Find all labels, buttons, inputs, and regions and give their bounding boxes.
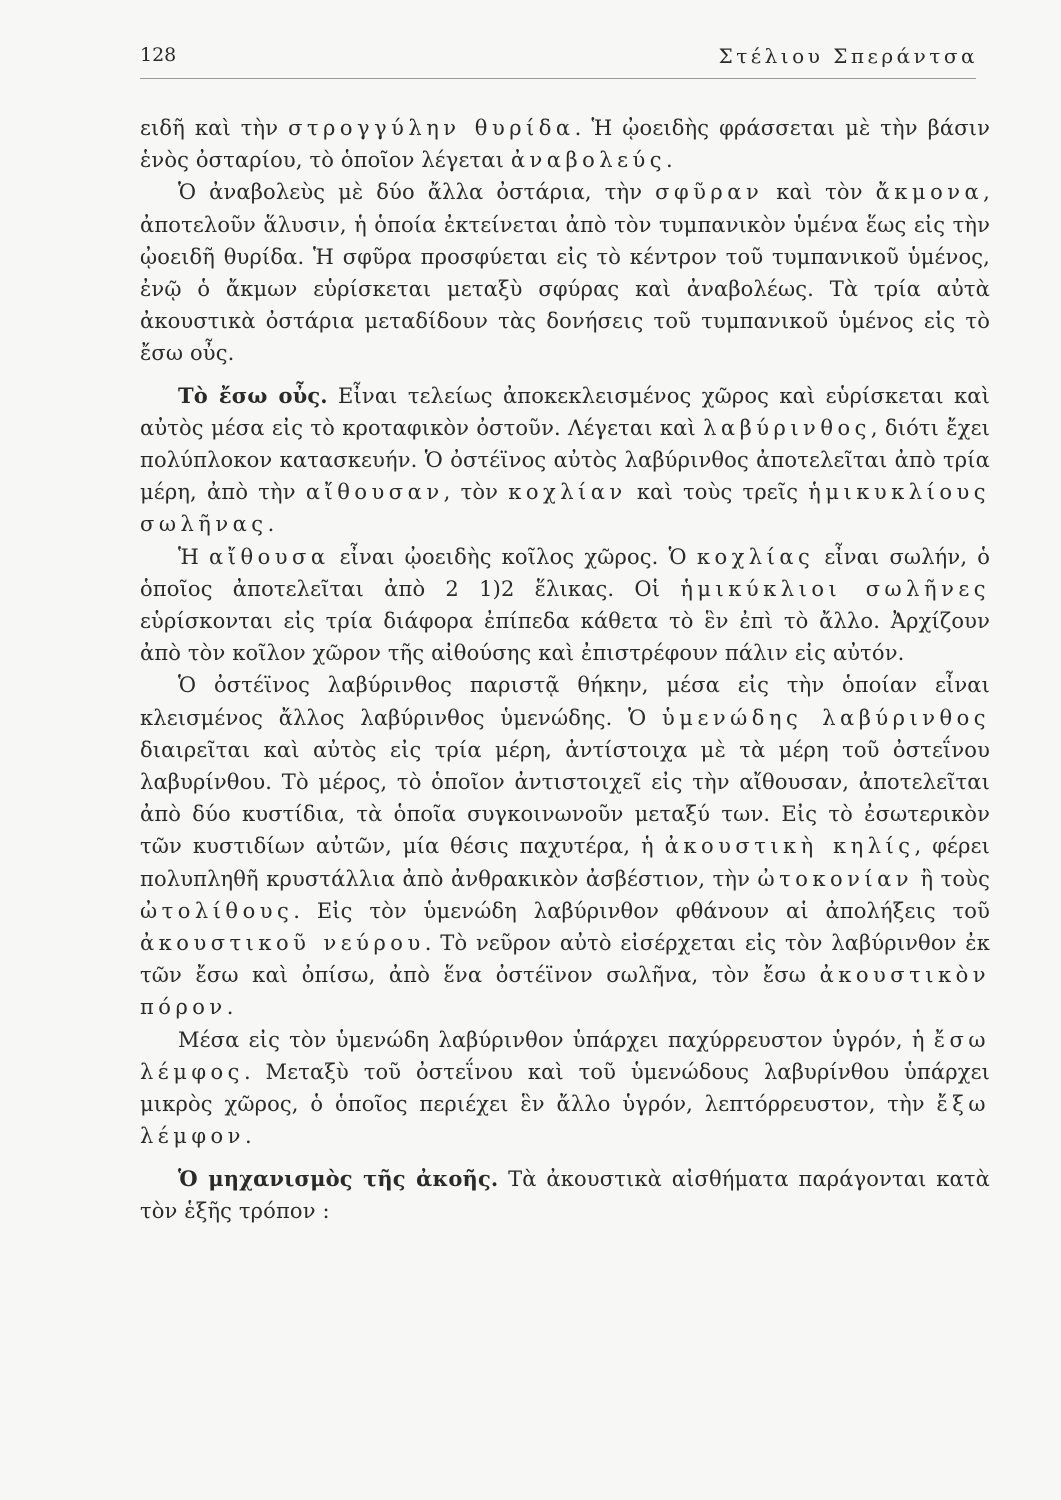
spaced-term: ἀναβολεύς [510, 148, 666, 173]
paragraph [140, 669, 990, 1023]
text: , φέρει πολυπληθῆ κρυστάλλια ἀπὸ ἀνθρακικὸν ἀσβέστιον, τὴν [140, 834, 990, 891]
text: Τὰ ἀκουστικὰ αἰσθήματα παράγονται κατὰ τὸν ἑξῆς τρόπον : [140, 1166, 990, 1223]
spaced-term: λαβύρινθος [703, 415, 871, 440]
page-body [140, 112, 990, 1227]
text: καὶ τὸν [763, 180, 876, 205]
spaced-term: στρογγύλην θυρίδα [288, 116, 575, 140]
text: εὑρίσκονται εἰς τρία διάφορα ἐπίπεδα κάθετα τὸ ἓν ἐπὶ τὸ ἄλλο. Ἀρχίζουν ἀπὸ τὸν κοῖλον χῶρον τῆς αἰθούσης καὶ ἐπιστρέφουν πάλιν εἰς αὐτόν. [140, 609, 990, 666]
spaced-term: ἀκουστικοῦ νεύρου [140, 931, 425, 956]
spaced-term: αἴθουσαν [305, 480, 444, 505]
spaced-term: ἔξω λέμφον [140, 1092, 990, 1149]
text: . [666, 148, 673, 173]
paragraph [140, 112, 990, 176]
text: ειδῆ καὶ τὴν [140, 116, 289, 140]
spaced-term: ἄκμονα [875, 180, 984, 205]
section-heading: Ὁ μηχανισμὸς τῆς ἀκοῆς. [178, 1165, 499, 1191]
text: Μέσα εἰς τὸν ὑμενώδη λαβύρινθον ὑπάρχει παχύρρευστον ὑγρόν, ἡ [178, 1027, 934, 1052]
spaced-term: ἀκουστικὴ κηλίς [664, 834, 915, 859]
text: , διότι ἔχει πολύπλοκον κατασκευήν. Ὁ ὀστέϊνος αὐτὸς λαβύρινθος ἀποτελεῖται ἀπὸ τρία μέρη, ἀπὸ τὴν [140, 415, 991, 505]
text: Ὁ ἀναβολεὺς μὲ δύο ἄλλα ὀστάρια, τὴν [178, 180, 656, 205]
text: ἢ τοὺς [913, 866, 990, 891]
text: . Μεταξὺ τοῦ ὀστεΐνου καὶ τοῦ ὑμενώδους λαβυρίνθου ὑπάρχει μικρὸς χῶρος, ὁ ὁποῖος περιέχει ἓν ἄλλο ὑγρόν, λεπτόρρευστον, τὴν [140, 1059, 990, 1117]
text: . Εἰς τὸν ὑμενώδη λαβύρινθον φθάνουν αἱ ἀπολήξεις τοῦ [293, 898, 990, 923]
paragraph [140, 541, 990, 670]
text: εἶναι σωλήν, ὁ ὁποῖος ἀποτελεῖται ἀπὸ 2 1)2 ἕλικας. Οἱ [140, 544, 990, 601]
text: , τὸν [443, 480, 509, 505]
text: , ἀποτελοῦν ἅλυσιν, ἡ ὁποία ἐκτείνεται ἀπὸ τὸν τυμπανικὸν ὑμένα ἕως εἰς τὴν ᾠοειδῆ θυρίδα. Ἡ σφῦρα προσφύεται εἰς τὸ κέντρον τοῦ τυμπανικοῦ ὑμένος, ἐνῷ ὁ ἄκμων εὑρίσκεται μεταξὺ σφύρας καὶ ἀναβολέως. Τὰ τρία αὐτὰ ἀκουστικὰ ὀστάρια μεταδίδουν τὰς δονήσεις τοῦ τυμπανικοῦ ὑμένος εἰς τὸ ἔσω οὖς. [140, 180, 990, 366]
paragraph [140, 176, 990, 369]
spaced-term: ὠτολίθους [140, 898, 294, 923]
text: Ὁ ὀστέϊνος λαβύρινθος παριστᾷ θήκην, μέσα εἰς τὴν ὁποίαν εἶναι κλεισμένος ἄλλος λαβύρινθος ὑμενώδης. Ὁ [140, 673, 990, 730]
text: . [226, 995, 234, 1020]
spaced-term: ἡμικυκλίους σωλῆνας [140, 480, 990, 537]
paragraph [140, 1163, 990, 1227]
page-number: 128 [140, 44, 177, 66]
spaced-term: ἔσω λέμφος [140, 1027, 990, 1084]
spaced-term: σφῦραν [655, 180, 764, 205]
text: καὶ τοὺς τρεῖς [626, 480, 809, 505]
spaced-term: ἡμικύκλιοι σωλῆνες [680, 576, 990, 601]
text: εἶναι ᾠοειδὴς κοῖλος χῶρος. Ὁ [329, 544, 697, 569]
paragraph [140, 380, 990, 541]
section-heading: Τὸ ἔσω οὖς. [178, 382, 328, 408]
spaced-term: κοχλίας [696, 544, 815, 569]
page-header [140, 44, 978, 74]
text: . Τὸ νεῦρον αὐτὸ εἰσέρχεται εἰς τὸν λαβύρινθον ἐκ τῶν ἔσω καὶ ὀπίσω, ἀπὸ ἕνα ὀστέϊνον σωλῆνα, τὸν ἔσω [140, 931, 991, 988]
running-title: Στέλιου Σπεράντσα [718, 44, 978, 68]
text: Εἶναι τελείως ἀποκεκλεισμένος χῶρος καὶ εὑρίσκεται καὶ αὐτὸς μέσα εἰς τὸ κροταφικὸν ὀστοῦν. Λέγεται καὶ [140, 383, 990, 440]
text: Ἡ [178, 544, 210, 569]
text: διαιρεῖται καὶ αὐτὸς εἰς τρία μέρη, ἀντίστοιχα μὲ τὰ μέρη τοῦ ὀστεΐνου λαβυρίνθου. Τὸ μέρος, τὸ ὁποῖον ἀντιστοιχεῖ εἰς τὴν αἴθουσαν, ἀποτελεῖται ἀπὸ δύο κυστίδια, τὰ ὁποῖα συγκοινωνοῦν μεταξύ των. Εἰς τὸ ἐσωτερικὸν τῶν κυστιδίων αὐτῶν, μία θέσις παχυτέρα, ἡ [140, 737, 990, 859]
paragraph [140, 1024, 990, 1153]
text: . [244, 1124, 252, 1149]
spaced-term: ὠτοκονίαν [757, 866, 914, 891]
spaced-term: αἴθουσα [209, 544, 330, 569]
header-rule [140, 78, 976, 79]
text: . Ἡ ᾠοειδὴς φράσσεται μὲ τὴν βάσιν ἑνὸς ὀσταρίου, τὸ ὁποῖον λέγεται [140, 116, 990, 173]
spaced-term: ἀκουστικὸν πόρον [140, 963, 990, 1020]
text: . [267, 512, 275, 537]
spaced-term: κοχλίαν [508, 480, 627, 505]
spaced-term: ὑμενώδης λαβύρινθος [662, 705, 991, 730]
